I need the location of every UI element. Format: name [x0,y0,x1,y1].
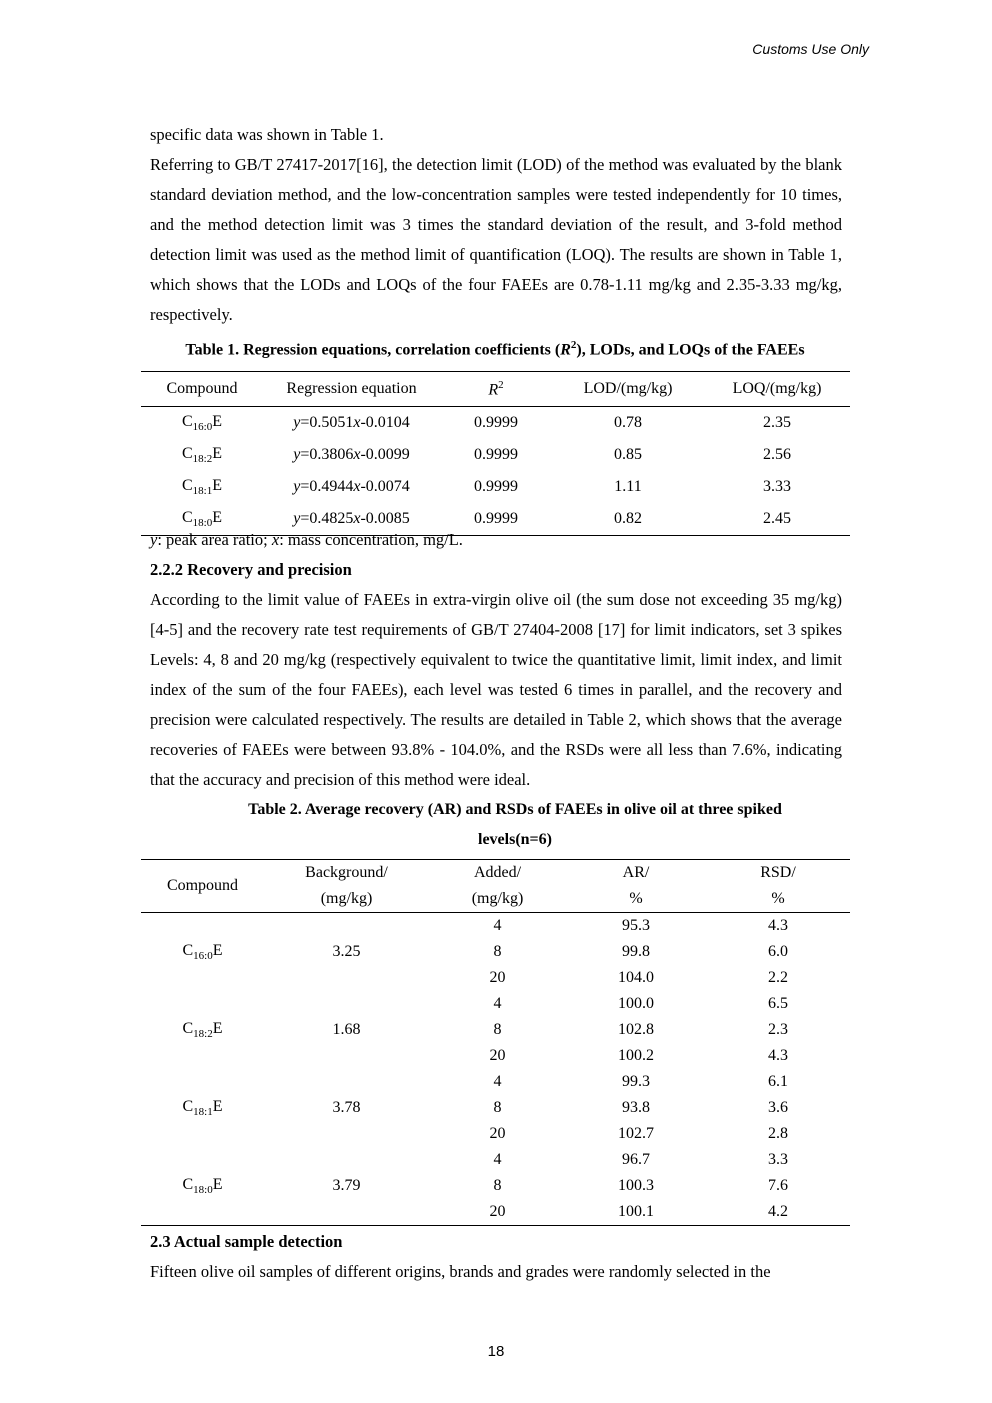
table-row [141,991,850,1017]
r2-cell: 0.9999 [474,478,518,495]
table-row [141,913,850,940]
rsd-cell: 4.3 [768,917,788,934]
equation-cell: y=0.4825x-0.0085 [293,510,410,527]
table1-regression [141,371,850,536]
col-compound: Compound [141,372,263,407]
compound-cell: $C_{18:2}E$ [182,1019,223,1041]
compound-cell: $C_{18:1}E$ [182,1097,223,1119]
added-cell: 4 [493,1073,502,1090]
rsd-cell: 6.5 [768,995,788,1012]
added-cell: 20 [489,1047,506,1064]
col-compound: Compound [141,860,264,913]
compound-cell: $C_{16:0}E$ [182,941,223,963]
ar-cell: 95.3 [622,917,650,934]
lod-cell: 0.78 [614,414,642,431]
added-cell: 20 [489,1125,506,1142]
ar-cell: 99.8 [622,943,650,960]
ar-cell: 102.8 [618,1021,654,1038]
added-cell: 8 [493,1177,502,1194]
equation-cell: y=0.3806x-0.0099 [293,446,410,463]
table-row [141,471,850,503]
added-cell: 8 [493,943,502,960]
lod-cell: 0.82 [614,510,642,527]
rsd-cell: 7.6 [768,1177,788,1194]
rsd-cell: 3.3 [768,1151,788,1168]
background-cell: 3.25 [332,943,361,960]
loq-cell: 2.35 [763,414,791,431]
col-ar: AR/ % [566,860,706,913]
r2-cell: 0.9999 [474,414,518,431]
compound-cell: $C_{18:1}E$ [181,476,222,498]
table-row [141,407,850,440]
equation-cell: y=0.4944x-0.0074 [293,478,410,495]
added-cell: 8 [493,1021,502,1038]
table1-header-row [141,372,850,407]
background-cell: 1.68 [332,1021,361,1038]
r2-cell: 0.9999 [474,446,518,463]
section-recovery-precision: 2.2.2 Recovery and precision [150,560,352,579]
r2-cell: 0.9999 [474,510,518,527]
col-lod: LOD/(mg/kg) [552,372,704,407]
ar-cell: 99.3 [622,1073,650,1090]
col-background: Background/ (mg/kg) [264,860,429,913]
col-regression: Regression equation [263,372,440,407]
table2-caption: Table 2. Average recovery (AR) and RSDs of FAEEs in olive oil at three spiked levels(n=6) [248,801,782,848]
ar-cell: 100.0 [618,995,654,1012]
rsd-cell: 4.2 [768,1203,788,1220]
rsd-cell: 6.1 [768,1073,788,1090]
paragraph-samples: Fifteen olive oil samples of different origins, brands and grades were randomly selected in the [150,1262,771,1281]
col-r2: $R^2$ [440,372,552,407]
ar-cell: 100.3 [618,1177,654,1194]
loq-cell: 2.56 [763,446,791,463]
lod-cell: 0.85 [614,446,642,463]
added-cell: 20 [489,969,506,986]
compound-cell: $C_{18:0}E$ [181,508,222,530]
paragraph-lod-loq: specific data was shown in Table 1. Referring to GB/T 27417-2017[16], the detection limit (LOD) of the method was evaluated by the blank standard deviation method, and the low-concentration samples were tested independently for 10 times, and the method detection limit was 3 times the standard deviation of the result, and 3-fold method detection limit was used as the method limit of quantification (LOQ). The results are shown in Table 1, which shows that the LODs and LOQs of the four FAEEs are 0.78-1.11 mg/kg and 2.35-3.33 mg/kg, respectively. [150,125,842,324]
ar-cell: 93.8 [622,1099,650,1116]
compound-cell: $C_{18:2}E$ [181,444,222,466]
rsd-cell: 3.6 [768,1099,788,1116]
col-added: Added/ (mg/kg) [429,860,566,913]
col-loq: LOQ/(mg/kg) [704,372,850,407]
ar-cell: 96.7 [622,1151,650,1168]
added-cell: 8 [493,1099,502,1116]
added-cell: 20 [489,1203,506,1220]
loq-cell: 2.45 [763,510,791,527]
rsd-cell: 6.0 [768,943,788,960]
table2-header-row [141,860,850,913]
added-cell: 4 [493,917,502,934]
ar-cell: 104.0 [618,969,654,986]
compound-cell: $C_{18:0}E$ [182,1175,223,1197]
equation-cell: y=0.5051x-0.0104 [293,414,410,431]
added-cell: 4 [493,995,502,1012]
rsd-cell: 2.8 [768,1125,788,1142]
paragraph-recovery: According to the limit value of FAEEs in extra-virgin olive oil (the sum dose not exceeding 35 mg/kg) [4-5] and the recovery rate test requirements of GB/T 27404-2008 [17] for limit indicators, set 3 spikes Levels: 4, 8 and 20 mg/kg (respectively equivalent to twice the quantitative limit, limit index, and limit index of the sum of the four FAEEs), each level was tested 6 times in parallel, and the recovery and precision were calculated respectively. The results are detailed in Table 2, which shows that the average recoveries of FAEEs were between 93.8% - 104.0%, and the RSDs were all less than 7.6%, indicating that the accuracy and precision of this method were ideal. [150,590,842,789]
table1-note: y: peak area ratio; x: mass concentration, mg/L. [150,530,463,549]
table-row [141,439,850,471]
page-number: 18 [487,1343,505,1360]
header-note: Customs Use Only [752,41,869,57]
loq-cell: 3.33 [763,478,791,495]
col-rsd: RSD/ % [706,860,850,913]
rsd-cell: 4.3 [768,1047,788,1064]
ar-cell: 100.2 [618,1047,654,1064]
rsd-cell: 2.3 [768,1021,788,1038]
table1-caption: Table 1. Regression equations, correlation coefficients $(R^2)$, LODs, and LOQs of the FAEEs [185,339,805,359]
rsd-cell: 2.2 [768,969,788,986]
section-actual-sample: 2.3 Actual sample detection [150,1232,343,1251]
ar-cell: 100.1 [618,1203,654,1220]
table2-recovery [141,859,850,1226]
table-row [141,1069,850,1095]
table-row [141,1147,850,1173]
background-cell: 3.78 [332,1099,361,1116]
ar-cell: 102.7 [618,1125,654,1142]
added-cell: 4 [493,1151,502,1168]
background-cell: 3.79 [332,1177,361,1194]
lod-cell: 1.11 [614,478,642,495]
compound-cell: $C_{16:0}E$ [181,412,222,434]
